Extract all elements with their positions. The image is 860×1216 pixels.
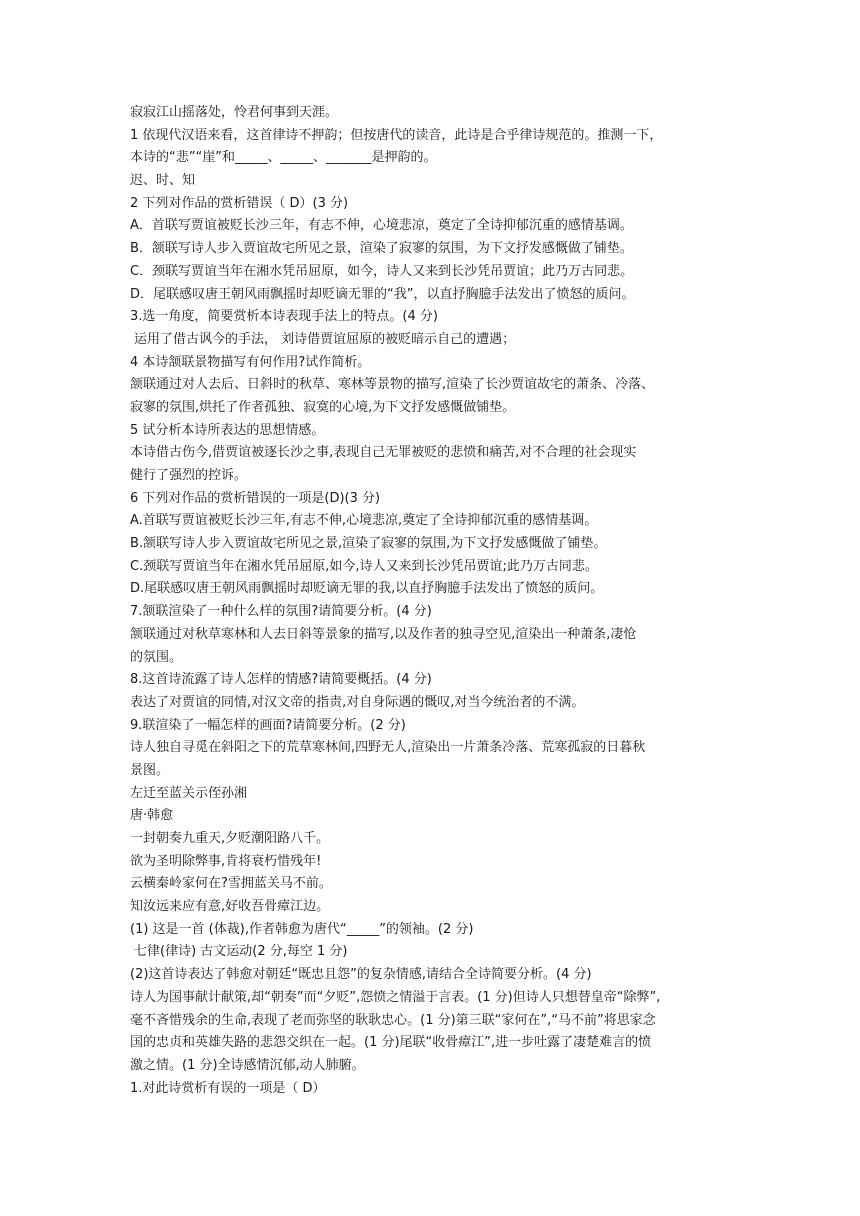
question-2-option-c: C．颈联写贾谊当年在湘水凭吊屈原，如今，诗人又来到长沙凭吊贾谊；此乃万古同悲。 [130,263,634,279]
poem-line-2: 欲为圣明除弊事,肯将衰朽惜残年! [130,853,322,869]
question-9-answer-cont: 景图。 [130,762,170,778]
final-question-text: 1.对此诗赏析有误的一项是（ D） [130,1080,326,1096]
sub-question-1-answer: 七律(律诗) 古文运动(2 分,每空 1 分) [134,944,348,960]
poem-line-closing: 寂寂江山摇落处，怜君何事到天涯。 [130,105,339,120]
question-6-option-b: B.颔联写诗人步入贾谊故宅所见之景,渲染了寂寥的氛围,为下文抒发感慨做了铺垫。 [130,536,607,552]
question-5-text: 5 试分析本诗所表达的思想情感。 [130,422,325,438]
question-8-text: 8.这首诗流露了诗人怎样的情感?请简要概括。(4 分) [130,672,432,688]
sub-question-2-answer-cont-1: 毫不吝惜残余的生命,表现了老而弥坚的耿耿忠心。(1 分)第三联“家何在”,“马不前”将思家念 [130,1012,656,1028]
question-9-text: 9.联渲染了一幅怎样的画面?请简要分析。(2 分) [130,717,406,733]
question-6-option-a: A.首联写贾谊被贬长沙三年,有志不伸,心境悲凉,奠定了全诗抑郁沉重的感情基调。 [130,513,598,529]
sub-question-1-text: (1) 这是一首 (体裁),作者韩愈为唐代“_____”的领袖。(2 分) [130,921,474,937]
question-7-text: 7.颔联渲染了一种什么样的氛围?请简要分析。(4 分) [130,604,432,620]
poem-line-1: 一封朝奏九重天,夕贬潮阳路八千。 [130,831,330,846]
question-9-answer: 诗人独自寻觅在斜阳之下的荒草寒林间,四野无人,渲染出一片萧条冷落、荒寒孤寂的日暮秋 [130,740,646,756]
question-5-answer: 本诗借古伤今,借贾谊被逐长沙之事,表现自己无罪被贬的悲愤和痛苦,对不合理的社会现实 [130,445,637,461]
sub-question-2-answer: 诗人为国事献计献策,却“朝奏”而“夕贬”,怨愤之情溢于言表。(1 分)但诗人只想替皇帝“除弊”, [130,989,661,1005]
poem-line-3: 云横秦岭家何在?雪拥蓝关马不前。 [130,876,332,892]
question-2-option-a: A．首联写贾谊被贬长沙三年，有志不伸，心境悲凉，奠定了全诗抑郁沉重的感情基调。 [130,218,633,234]
question-5-answer-cont: 健行了强烈的控诉。 [130,468,248,483]
poem-line-4: 知汝远来应有意,好收吾骨瘴江边。 [130,899,330,915]
question-2-text: 2 下列对作品的赏析错误（ D）(3 分) [130,195,349,211]
question-3-answer: 运用了借古讽今的手法， 刘诗借贾谊屈原的被贬暗示自己的遭遇； [134,331,516,347]
question-3-text: 3.选一角度，简要赏析本诗表现手法上的特点。(4 分) [130,309,438,325]
question-8-answer: 表达了对贾谊的同情,对汉文帝的指责,对自身际遇的慨叹,对当今统治者的不满。 [130,694,585,710]
poem-author: 唐·韩愈 [130,808,174,824]
question-4-answer: 颔联通过对人去后、日斜时的秋草、寒林等景物的描写,渲染了长沙贾谊故宅的萧条、冷落、 [130,377,655,393]
question-4-answer-cont: 寂寥的氛围,烘托了作者孤独、寂寞的心境,为下文抒发感慨做铺垫。 [130,399,516,415]
question-2-option-d: D．尾联感叹唐王朝风雨飘摇时却贬谪无罪的“我”，以直抒胸臆手法发出了愤怒的质问。 [130,286,635,302]
sub-question-2-text: (2)这首诗表达了韩愈对朝廷“既忠且怨”的复杂情感,请结合全诗简要分析。(4 分) [130,967,592,983]
document-page [130,102,735,1100]
question-1-answer: 迟、时、知 [130,173,196,189]
question-6-option-d: D.尾联感叹唐王朝风雨飘摇时却贬谪无罪的我,以直抒胸臆手法发出了愤怒的质问。 [130,581,604,597]
question-6-option-c: C.颈联写贾谊当年在湘水凭吊屈原,如今,诗人又来到长沙凭吊贾谊;此乃万古同悲。 [130,558,598,574]
poem-title: 左迁至蓝关示侄孙湘 [130,785,248,801]
question-1-text-cont: 本诗的“悲”“崖”和_____、_____、_______是押韵的。 [130,150,437,166]
question-7-answer: 颔联通过对秋草寒林和人去日斜等景象的描写,以及作者的独寻空见,渲染出一种萧条,凄怆 [130,626,637,642]
question-2-option-b: B．颔联写诗人步入贾谊故宅所见之景，渲染了寂寥的氛围，为下文抒发感慨做了铺垫。 [130,241,633,257]
sub-question-2-answer-cont-2: 国的忠贞和英雄失路的悲怨交织在一起。(1 分)尾联“收骨瘴江”,进一步吐露了凄楚难言的愤 [130,1035,652,1051]
question-4-text: 4 本诗颔联景物描写有何作用?试作简析。 [130,354,371,370]
question-1-text: 1 依现代汉语来看，这首律诗不押韵；但按唐代的读音，此诗是合乎律诗规范的。推测一下， [130,127,663,143]
question-7-answer-cont: 的氛围。 [130,649,183,665]
question-6-text: 6 下列对作品的赏析错误的一项是(D)(3 分) [130,490,381,506]
sub-question-2-answer-cont-3: 激之情。(1 分)全诗感情沉郁,动人肺腑。 [130,1057,365,1073]
